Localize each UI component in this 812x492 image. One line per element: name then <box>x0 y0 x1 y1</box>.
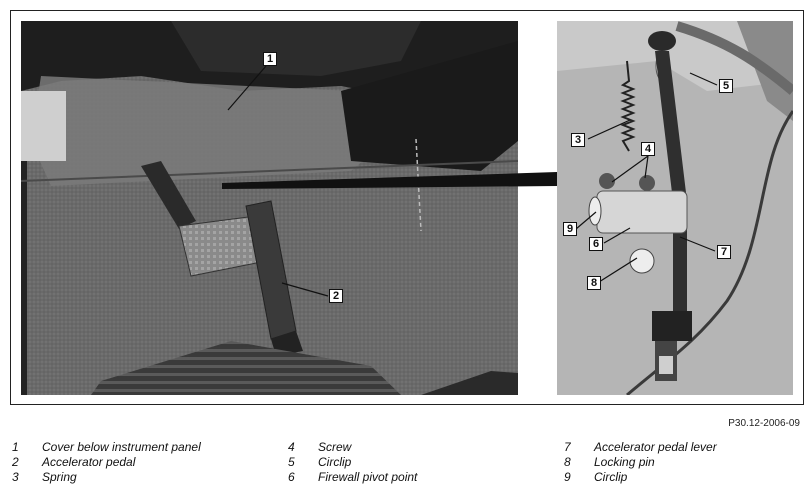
legend-number: 9 <box>564 470 571 484</box>
callout-5: 5 <box>719 79 733 93</box>
legend-text: Spring <box>42 470 77 484</box>
callout-9: 9 <box>563 222 577 236</box>
legend-number: 7 <box>564 440 571 454</box>
legend-text: Accelerator pedal <box>42 455 136 469</box>
legend-text: Circlip <box>594 470 628 484</box>
legend-number: 6 <box>288 470 295 484</box>
legend-text: Locking pin <box>594 455 655 469</box>
legend-text: Cover below instrument panel <box>42 440 201 454</box>
callout-8: 8 <box>587 276 601 290</box>
callout-2: 2 <box>329 289 343 303</box>
figure-id: P30.12-2006-09 <box>728 418 800 429</box>
legend-number: 4 <box>288 440 295 454</box>
callout-3: 3 <box>571 133 585 147</box>
legend-text: Screw <box>318 440 352 454</box>
callout-1: 1 <box>263 52 277 66</box>
callout-7: 7 <box>717 245 731 259</box>
legend-text: Firewall pivot point <box>318 470 418 484</box>
legend-number: 2 <box>12 455 19 469</box>
callout-4: 4 <box>641 142 655 156</box>
callout-6: 6 <box>589 237 603 251</box>
legend-number: 1 <box>12 440 19 454</box>
legend-number: 5 <box>288 455 295 469</box>
legend-text: Accelerator pedal lever <box>594 440 717 454</box>
legend-number: 3 <box>12 470 19 484</box>
legend-number: 8 <box>564 455 571 469</box>
legend-text: Circlip <box>318 455 352 469</box>
